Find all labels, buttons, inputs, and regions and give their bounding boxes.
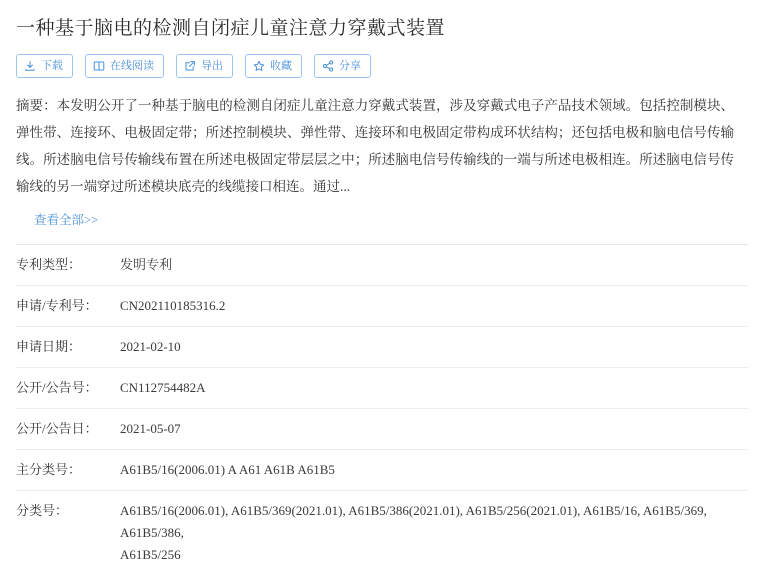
- download-button[interactable]: [16, 54, 73, 78]
- table-row: [16, 327, 748, 368]
- meta-value-line: A61B5/16(2006.01) A A61 A61B A61B5: [120, 459, 748, 481]
- meta-label: 分类号：: [16, 491, 120, 575]
- meta-value: [120, 368, 748, 409]
- meta-value-line: 2021-02-10: [120, 336, 748, 358]
- abstract-body: 本发明公开了一种基于脑电的检测自闭症儿童注意力穿戴式装置，涉及穿戴式电子产品技术领域。包括控制模块、弹性带、连接环、电极固定带；所述控制模块、弹性带、连接环和电极固定带构成环状结构；还包括电极和脑电信号传输线。所述脑电信号传输线布置在所述电极固定带层层之中；所述脑电信号传输线的一端与所述电极相连。所述脑电信号传输线的另一端穿过所述模块底壳的线缆接口相连。通过...: [16, 98, 734, 194]
- share-icon: [322, 60, 334, 72]
- download-icon: [24, 60, 36, 72]
- meta-value-line: CN202110185316.2: [120, 295, 748, 317]
- meta-value-line: 发明专利: [120, 254, 748, 276]
- export-icon: [184, 60, 196, 72]
- meta-value: [120, 491, 748, 575]
- meta-label: 公开/公告日：: [16, 409, 120, 450]
- patent-meta-table: [16, 245, 748, 575]
- meta-value: [120, 409, 748, 450]
- favorite-button[interactable]: [245, 54, 302, 78]
- meta-value: [120, 286, 748, 327]
- table-row: [16, 491, 748, 575]
- online-read-button-label: 在线阅读: [110, 61, 154, 72]
- table-row: [16, 368, 748, 409]
- page-title: 一种基于脑电的检测自闭症儿童注意力穿戴式装置: [16, 16, 748, 42]
- meta-value: [120, 245, 748, 286]
- table-row: [16, 245, 748, 286]
- meta-label: 专利类型：: [16, 245, 120, 286]
- view-all-link[interactable]: 查看全部>>: [34, 210, 98, 228]
- download-button-label: 下载: [41, 61, 63, 72]
- star-icon: [253, 60, 265, 72]
- book-icon: [93, 60, 105, 72]
- meta-value-line: A61B5/16(2006.01), A61B5/369(2021.01), A61B5/386(2021.01), A61B5/256(2021.01), A61B5/16, A61B5/369, A61B5/386,: [120, 500, 748, 544]
- share-button-label: 分享: [339, 61, 361, 72]
- meta-label: 申请日期：: [16, 327, 120, 368]
- meta-value-line: CN112754482A: [120, 377, 748, 399]
- meta-value-line: A61B5/256: [120, 544, 748, 566]
- meta-label: 申请/专利号：: [16, 286, 120, 327]
- abstract-text: [16, 92, 748, 200]
- export-button[interactable]: [176, 54, 233, 78]
- meta-label: 主分类号：: [16, 450, 120, 491]
- online-read-button[interactable]: [85, 54, 164, 78]
- table-row: [16, 450, 748, 491]
- favorite-button-label: 收藏: [270, 61, 292, 72]
- table-row: [16, 409, 748, 450]
- action-toolbar: [16, 54, 748, 78]
- meta-label: 公开/公告号：: [16, 368, 120, 409]
- abstract-label: 摘要：: [16, 98, 57, 113]
- meta-value: [120, 327, 748, 368]
- meta-value: [120, 450, 748, 491]
- export-button-label: 导出: [201, 61, 223, 72]
- share-button[interactable]: [314, 54, 371, 78]
- meta-value-line: 2021-05-07: [120, 418, 748, 440]
- table-row: [16, 286, 748, 327]
